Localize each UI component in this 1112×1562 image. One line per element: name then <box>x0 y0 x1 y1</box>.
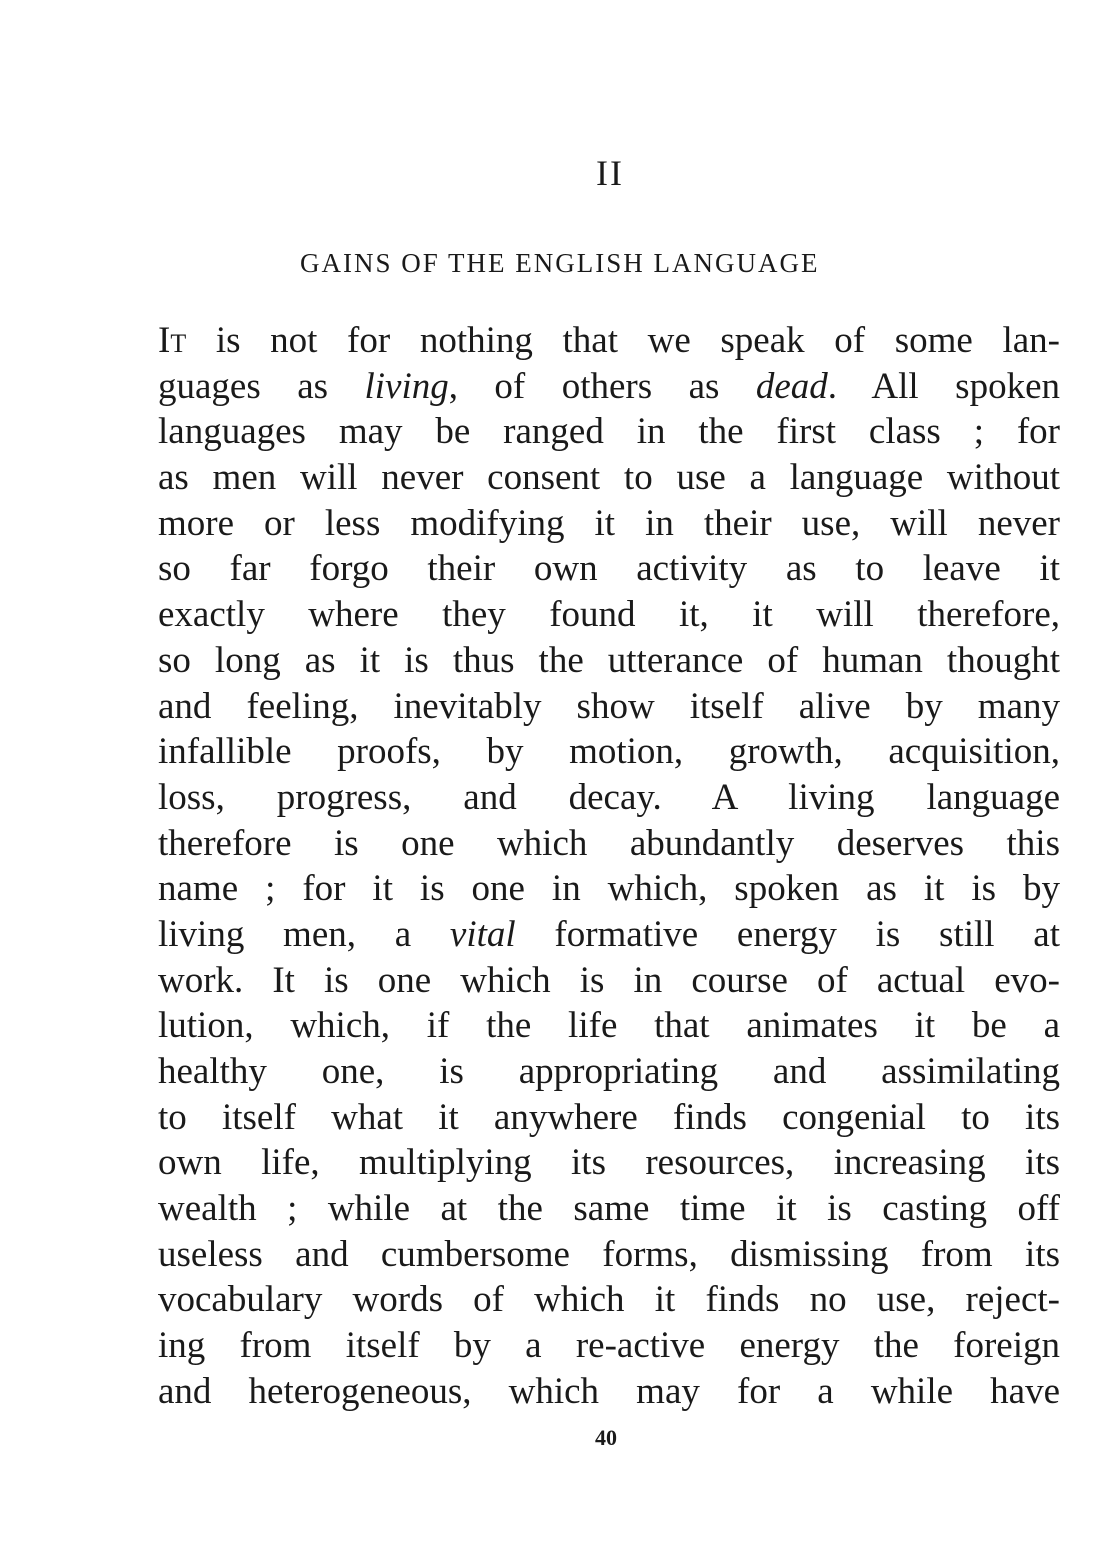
body-text <box>158 318 1060 1415</box>
text-line: exactly where they found it, it will therefore, <box>158 594 1060 636</box>
text-line: useless and cumbersome forms, dismissing from its <box>158 1233 1060 1275</box>
text-line: infallible proofs, by motion, growth, acquisition, <box>158 731 1060 773</box>
text-line: and feeling, inevitably show itself alive by many <box>158 685 1060 727</box>
text-line: guages as living, of others as dead. All spoken <box>158 365 1060 407</box>
text-line: own life, multiplying its resources, increasing its <box>158 1142 1060 1184</box>
text-line: languages may be ranged in the first class ; for <box>158 411 1060 453</box>
text-line: so long as it is thus the utterance of human thought <box>158 639 1060 681</box>
text-line: name ; for it is one in which, spoken as it is by <box>158 868 1060 910</box>
text-line: vocabulary words of which it finds no use, reject- <box>158 1279 1060 1321</box>
text-line: as men will never consent to use a language without <box>158 457 1060 499</box>
text-line: lution, which, if the life that animates it be a <box>158 1005 1060 1047</box>
text-line: living men, a vital formative energy is still at <box>158 913 1060 955</box>
chapter-number: II <box>596 153 624 193</box>
text-line: ing from itself by a re-active energy the foreign <box>158 1325 1060 1367</box>
text-line: wealth ; while at the same time it is casting off <box>158 1188 1060 1230</box>
text-line: work. It is one which is in course of actual evo- <box>158 959 1060 1001</box>
text-line: to itself what it anywhere finds congenial to its <box>158 1096 1060 1138</box>
chapter-title: GAINS OF THE ENGLISH LANGUAGE <box>300 248 820 278</box>
text-line: so far forgo their own activity as to leave it <box>158 548 1060 590</box>
text-line: and heterogeneous, which may for a while have <box>158 1370 1060 1412</box>
text-line: therefore is one which abundantly deserves this <box>158 822 1060 864</box>
text-line: loss, progress, and decay. A living language <box>158 776 1060 818</box>
page-number: 40 <box>595 1425 617 1450</box>
text-line: healthy one, is appropriating and assimilating <box>158 1051 1060 1092</box>
text-line: more or less modifying it in their use, will never <box>158 502 1060 544</box>
text-line: It is not for nothing that we speak of some lan- <box>158 320 1060 361</box>
